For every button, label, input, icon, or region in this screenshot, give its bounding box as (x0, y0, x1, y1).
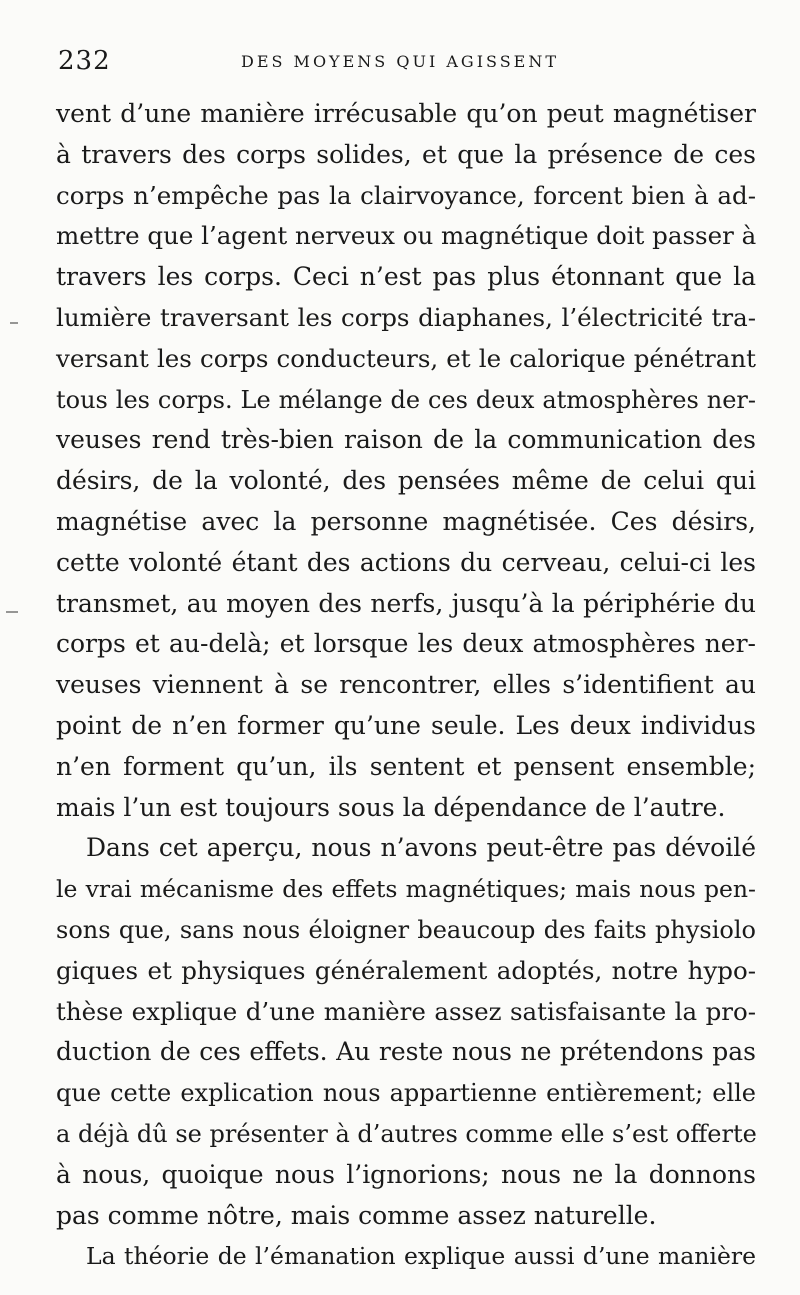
text-line: corps n’empêche pas la clairvoyance, forcent bien à ad- (56, 180, 756, 210)
text-line: thèse explique d’une manière assez satisfaisante la pro- (56, 996, 756, 1026)
text-line: a déjà dû se présenter à d’autres comme elle s’est offerte (56, 1119, 757, 1148)
text-line: transmet, au moyen des nerfs, jusqu’à la périphérie du (56, 588, 756, 618)
text-line: à travers des corps solides, et que la présence de ces (56, 139, 756, 169)
text-line: cette volonté étant des actions du cerveau, celui-ci les (56, 547, 756, 577)
text-line: tous les corps. Le mélange de ces deux atmosphères ner- (56, 385, 756, 414)
text-line: n’en forment qu’un, ils sentent et pensent ensemble; (56, 751, 756, 781)
text-line: que cette explication nous appartienne entièrement; elle (56, 1079, 756, 1108)
text-line: travers les corps. Ceci n’est pas plus étonnant que la (56, 262, 756, 292)
page-number: 232 (58, 46, 111, 76)
body-text (56, 94, 756, 1277)
text-line: Dans cet aperçu, nous n’avons peut-être pas dévoilé (86, 833, 756, 863)
text-line: sons que, sans nous éloigner beaucoup des faits physiolo (56, 915, 756, 944)
running-head: DES MOYENS QUI AGISSENT (241, 52, 559, 71)
text-line: La théorie de l’émanation explique aussi d’une manière (86, 1242, 756, 1271)
text-line: lumière traversant les corps diaphanes, l’électricité tra- (56, 302, 756, 332)
text-line: duction de ces effets. Au reste nous ne prétendons pas (56, 1037, 756, 1067)
text-line: corps et au-delà; et lorsque les deux atmosphères ner- (56, 629, 756, 659)
text-line: point de n’en former qu’une seule. Les deux individus (56, 710, 756, 740)
text-line: vent d’une manière irrécusable qu’on peut magnétiser (56, 99, 756, 128)
margin-mark (6, 611, 18, 613)
text-line: veuses viennent à se rencontrer, elles s’identifient au (56, 670, 756, 700)
text-line: mais l’un est toujours sous la dépendance de l’autre. (56, 792, 726, 822)
text-line: versant les corps conducteurs, et le calorique pénétrant (56, 343, 756, 373)
text-line: pas comme nôtre, mais comme assez naturelle. (56, 1200, 657, 1230)
text-line: magnétise avec la personne magnétisée. Ces désirs, (56, 506, 756, 536)
page-header (58, 44, 758, 80)
text-line: à nous, quoique nous l’ignorions; nous ne la donnons (56, 1159, 756, 1189)
text-line: le vrai mécanisme des effets magnétiques; mais nous pen- (56, 875, 756, 904)
text-line: désirs, de la volonté, des pensées même de celui qui (56, 466, 756, 496)
text-line: veuses rend très-bien raison de la communication des (56, 425, 756, 455)
text-line: giques et physiques généralement adoptés, notre hypo- (56, 955, 756, 985)
margin-mark (10, 322, 18, 324)
text-line: mettre que l’agent nerveux ou magnétique doit passer à (56, 221, 757, 251)
